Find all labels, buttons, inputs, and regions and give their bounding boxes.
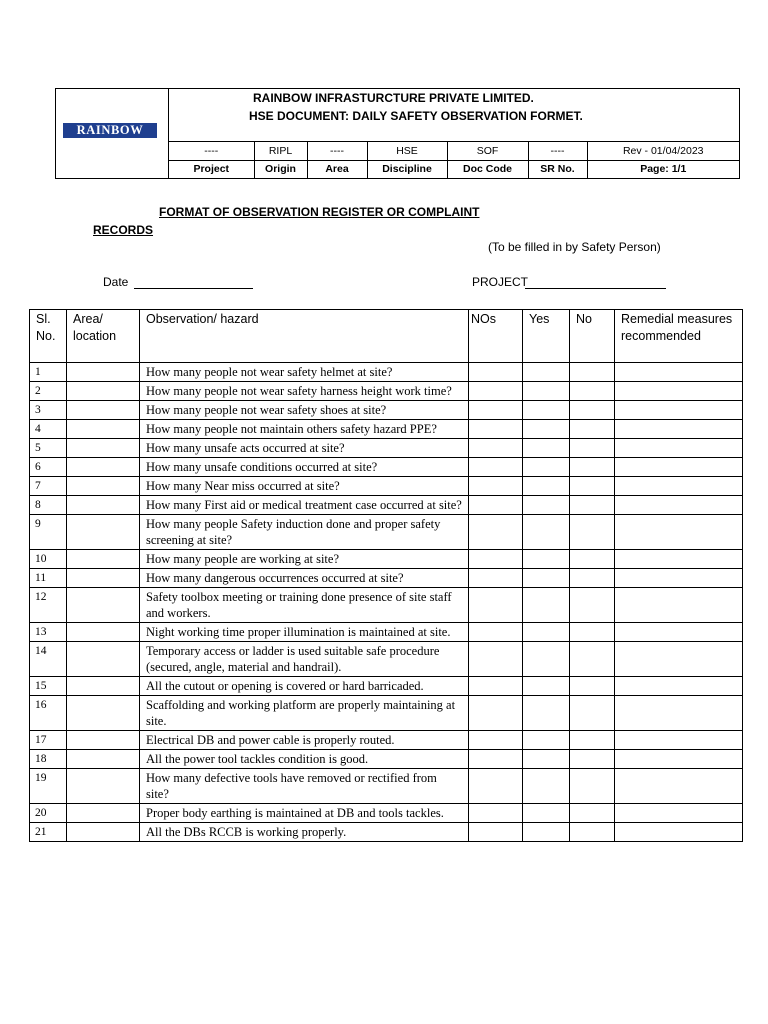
row-area-cell[interactable] bbox=[67, 439, 140, 458]
row-remedial-cell[interactable] bbox=[615, 458, 743, 477]
row-nos-cell[interactable] bbox=[469, 439, 523, 458]
row-yes-cell[interactable] bbox=[523, 496, 570, 515]
row-nos-cell[interactable] bbox=[469, 642, 523, 677]
row-nos-cell[interactable] bbox=[469, 623, 523, 642]
row-yes-cell[interactable] bbox=[523, 588, 570, 623]
row-no-cell[interactable] bbox=[570, 677, 615, 696]
table-row bbox=[30, 569, 743, 588]
row-remedial-cell[interactable] bbox=[615, 769, 743, 804]
observation-table bbox=[29, 309, 743, 842]
document-title: HSE DOCUMENT: DAILY SAFETY OBSERVATION FORMET. bbox=[249, 109, 583, 123]
row-yes-cell[interactable] bbox=[523, 382, 570, 401]
row-remedial-cell[interactable] bbox=[615, 382, 743, 401]
row-area-cell[interactable] bbox=[67, 382, 140, 401]
meta-value-revision: Rev - 01/04/2023 bbox=[587, 142, 739, 160]
row-area-cell[interactable] bbox=[67, 623, 140, 642]
row-yes-cell[interactable] bbox=[523, 623, 570, 642]
row-remedial-cell[interactable] bbox=[615, 642, 743, 677]
header-observation: Observation/ hazard bbox=[140, 310, 469, 363]
meta-value-doc-code: SOF bbox=[447, 142, 528, 160]
row-sl-no: 2 bbox=[30, 382, 67, 401]
table-header-row bbox=[30, 310, 743, 363]
row-no-cell[interactable] bbox=[570, 769, 615, 804]
row-nos-cell[interactable] bbox=[469, 458, 523, 477]
row-observation: How many people not wear safety harness height work time? bbox=[140, 382, 469, 401]
row-sl-no: 11 bbox=[30, 569, 67, 588]
rainbow-logo: RAINBOW bbox=[63, 123, 157, 138]
row-observation: How many people Safety induction done and proper safety screening at site? bbox=[140, 515, 469, 550]
row-nos-cell[interactable] bbox=[469, 401, 523, 420]
row-no-cell[interactable] bbox=[570, 588, 615, 623]
document-header bbox=[55, 88, 740, 179]
row-area-cell[interactable] bbox=[67, 569, 140, 588]
table-row bbox=[30, 363, 743, 382]
row-nos-cell[interactable] bbox=[469, 823, 523, 842]
row-observation: How many people not wear safety helmet at site? bbox=[140, 363, 469, 382]
date-label: Date bbox=[103, 275, 129, 289]
row-yes-cell[interactable] bbox=[523, 696, 570, 731]
row-nos-cell[interactable] bbox=[469, 696, 523, 731]
date-blank[interactable] bbox=[134, 288, 253, 289]
header-remedial: Remedial measures recommended bbox=[615, 310, 743, 363]
project-blank[interactable] bbox=[525, 288, 666, 289]
row-yes-cell[interactable] bbox=[523, 750, 570, 769]
meta-label-area: Area bbox=[307, 160, 367, 178]
table-row bbox=[30, 401, 743, 420]
row-sl-no: 8 bbox=[30, 496, 67, 515]
table-row bbox=[30, 623, 743, 642]
row-area-cell[interactable] bbox=[67, 642, 140, 677]
row-no-cell[interactable] bbox=[570, 623, 615, 642]
table-row bbox=[30, 677, 743, 696]
row-observation: Safety toolbox meeting or training done presence of site staff and workers. bbox=[140, 588, 469, 623]
row-area-cell[interactable] bbox=[67, 696, 140, 731]
row-area-cell[interactable] bbox=[67, 496, 140, 515]
row-observation: How many defective tools have removed or rectified from site? bbox=[140, 769, 469, 804]
table-row bbox=[30, 769, 743, 804]
row-yes-cell[interactable] bbox=[523, 477, 570, 496]
header-sl-no: Sl. No. bbox=[30, 310, 67, 363]
meta-values-row bbox=[169, 142, 739, 160]
row-nos-cell[interactable] bbox=[469, 750, 523, 769]
header-area-location: Area/ location bbox=[67, 310, 140, 363]
row-remedial-cell[interactable] bbox=[615, 804, 743, 823]
table-row bbox=[30, 750, 743, 769]
row-area-cell[interactable] bbox=[67, 750, 140, 769]
row-remedial-cell[interactable] bbox=[615, 588, 743, 623]
table-row bbox=[30, 458, 743, 477]
row-remedial-cell[interactable] bbox=[615, 477, 743, 496]
table-row bbox=[30, 588, 743, 623]
row-remedial-cell[interactable] bbox=[615, 731, 743, 750]
table-row bbox=[30, 550, 743, 569]
meta-value-area: ---- bbox=[307, 142, 367, 160]
row-area-cell[interactable] bbox=[67, 823, 140, 842]
row-nos-cell[interactable] bbox=[469, 420, 523, 439]
row-nos-cell[interactable] bbox=[469, 515, 523, 550]
row-yes-cell[interactable] bbox=[523, 823, 570, 842]
fill-instruction: (To be filled in by Safety Person) bbox=[488, 240, 661, 254]
row-nos-cell[interactable] bbox=[469, 550, 523, 569]
row-sl-no: 15 bbox=[30, 677, 67, 696]
row-yes-cell[interactable] bbox=[523, 550, 570, 569]
header-yes: Yes bbox=[523, 310, 570, 363]
row-no-cell[interactable] bbox=[570, 550, 615, 569]
row-observation: All the power tool tackles condition is good. bbox=[140, 750, 469, 769]
row-observation: How many dangerous occurrences occurred at site? bbox=[140, 569, 469, 588]
row-area-cell[interactable] bbox=[67, 477, 140, 496]
row-yes-cell[interactable] bbox=[523, 515, 570, 550]
meta-value-sr-no: ---- bbox=[528, 142, 587, 160]
header-nos: NOs bbox=[469, 310, 523, 363]
row-yes-cell[interactable] bbox=[523, 769, 570, 804]
row-sl-no: 21 bbox=[30, 823, 67, 842]
row-observation: Scaffolding and working platform are properly maintaining at site. bbox=[140, 696, 469, 731]
table-row bbox=[30, 420, 743, 439]
table-row bbox=[30, 731, 743, 750]
row-nos-cell[interactable] bbox=[469, 769, 523, 804]
row-sl-no: 6 bbox=[30, 458, 67, 477]
row-observation: How many people are working at site? bbox=[140, 550, 469, 569]
row-observation: Temporary access or ladder is used suitable safe procedure (secured, angle, material and handrail). bbox=[140, 642, 469, 677]
header-no: No bbox=[570, 310, 615, 363]
table-row bbox=[30, 382, 743, 401]
meta-label-discipline: Discipline bbox=[367, 160, 447, 178]
row-area-cell[interactable] bbox=[67, 458, 140, 477]
row-nos-cell[interactable] bbox=[469, 477, 523, 496]
row-no-cell[interactable] bbox=[570, 458, 615, 477]
row-no-cell[interactable] bbox=[570, 731, 615, 750]
row-no-cell[interactable] bbox=[570, 477, 615, 496]
row-yes-cell[interactable] bbox=[523, 458, 570, 477]
row-no-cell[interactable] bbox=[570, 515, 615, 550]
row-sl-no: 3 bbox=[30, 401, 67, 420]
row-sl-no: 1 bbox=[30, 363, 67, 382]
row-remedial-cell[interactable] bbox=[615, 401, 743, 420]
meta-labels-row bbox=[169, 160, 739, 178]
row-remedial-cell[interactable] bbox=[615, 496, 743, 515]
row-no-cell[interactable] bbox=[570, 496, 615, 515]
form-heading: FORMAT OF OBSERVATION REGISTER OR COMPLAINT bbox=[159, 205, 480, 219]
row-area-cell[interactable] bbox=[67, 550, 140, 569]
row-area-cell[interactable] bbox=[67, 420, 140, 439]
row-sl-no: 7 bbox=[30, 477, 67, 496]
project-label: PROJECT bbox=[472, 275, 529, 289]
row-yes-cell[interactable] bbox=[523, 642, 570, 677]
document-meta-table bbox=[169, 142, 739, 178]
row-observation: Proper body earthing is maintained at DB and tools tackles. bbox=[140, 804, 469, 823]
row-observation: How many First aid or medical treatment case occurred at site? bbox=[140, 496, 469, 515]
row-observation: How many people not wear safety shoes at site? bbox=[140, 401, 469, 420]
row-no-cell[interactable] bbox=[570, 439, 615, 458]
row-nos-cell[interactable] bbox=[469, 677, 523, 696]
row-no-cell[interactable] bbox=[570, 382, 615, 401]
row-yes-cell[interactable] bbox=[523, 677, 570, 696]
row-sl-no: 10 bbox=[30, 550, 67, 569]
row-remedial-cell[interactable] bbox=[615, 439, 743, 458]
row-sl-no: 5 bbox=[30, 439, 67, 458]
meta-label-origin: Origin bbox=[254, 160, 307, 178]
row-sl-no: 12 bbox=[30, 588, 67, 623]
table-row bbox=[30, 696, 743, 731]
meta-value-origin: RIPL bbox=[254, 142, 307, 160]
row-nos-cell[interactable] bbox=[469, 588, 523, 623]
row-remedial-cell[interactable] bbox=[615, 363, 743, 382]
row-remedial-cell[interactable] bbox=[615, 420, 743, 439]
row-nos-cell[interactable] bbox=[469, 731, 523, 750]
row-observation: Electrical DB and power cable is properly routed. bbox=[140, 731, 469, 750]
row-observation: Night working time proper illumination is maintained at site. bbox=[140, 623, 469, 642]
row-yes-cell[interactable] bbox=[523, 401, 570, 420]
row-nos-cell[interactable] bbox=[469, 382, 523, 401]
row-no-cell[interactable] bbox=[570, 363, 615, 382]
row-sl-no: 20 bbox=[30, 804, 67, 823]
table-row bbox=[30, 804, 743, 823]
row-yes-cell[interactable] bbox=[523, 569, 570, 588]
row-remedial-cell[interactable] bbox=[615, 623, 743, 642]
meta-label-project: Project bbox=[169, 160, 254, 178]
row-observation: All the DBs RCCB is working properly. bbox=[140, 823, 469, 842]
row-area-cell[interactable] bbox=[67, 401, 140, 420]
row-yes-cell[interactable] bbox=[523, 731, 570, 750]
row-sl-no: 16 bbox=[30, 696, 67, 731]
row-yes-cell[interactable] bbox=[523, 363, 570, 382]
row-nos-cell[interactable] bbox=[469, 363, 523, 382]
row-no-cell[interactable] bbox=[570, 750, 615, 769]
row-no-cell[interactable] bbox=[570, 696, 615, 731]
table-row bbox=[30, 439, 743, 458]
row-no-cell[interactable] bbox=[570, 642, 615, 677]
row-no-cell[interactable] bbox=[570, 823, 615, 842]
row-no-cell[interactable] bbox=[570, 804, 615, 823]
row-observation: How many Near miss occurred at site? bbox=[140, 477, 469, 496]
row-observation: How many unsafe conditions occurred at site? bbox=[140, 458, 469, 477]
meta-label-doc-code: Doc Code bbox=[447, 160, 528, 178]
row-remedial-cell[interactable] bbox=[615, 750, 743, 769]
row-remedial-cell[interactable] bbox=[615, 515, 743, 550]
row-no-cell[interactable] bbox=[570, 569, 615, 588]
row-no-cell[interactable] bbox=[570, 401, 615, 420]
row-sl-no: 19 bbox=[30, 769, 67, 804]
row-remedial-cell[interactable] bbox=[615, 569, 743, 588]
form-heading-continued: RECORDS bbox=[93, 223, 154, 237]
row-nos-cell[interactable] bbox=[469, 804, 523, 823]
row-remedial-cell[interactable] bbox=[615, 823, 743, 842]
row-remedial-cell[interactable] bbox=[615, 677, 743, 696]
company-name: RAINBOW INFRASTURCTURE PRIVATE LIMITED. bbox=[253, 91, 534, 105]
row-nos-cell[interactable] bbox=[469, 569, 523, 588]
row-observation: How many unsafe acts occurred at site? bbox=[140, 439, 469, 458]
table-row bbox=[30, 642, 743, 677]
row-area-cell[interactable] bbox=[67, 731, 140, 750]
row-observation: All the cutout or opening is covered or hard barricaded. bbox=[140, 677, 469, 696]
row-area-cell[interactable] bbox=[67, 363, 140, 382]
table-row bbox=[30, 823, 743, 842]
row-remedial-cell[interactable] bbox=[615, 696, 743, 731]
meta-value-project: ---- bbox=[169, 142, 254, 160]
row-no-cell[interactable] bbox=[570, 420, 615, 439]
row-sl-no: 17 bbox=[30, 731, 67, 750]
meta-label-page: Page: 1/1 bbox=[587, 160, 739, 178]
row-area-cell[interactable] bbox=[67, 769, 140, 804]
meta-value-discipline: HSE bbox=[367, 142, 447, 160]
row-yes-cell[interactable] bbox=[523, 420, 570, 439]
row-sl-no: 9 bbox=[30, 515, 67, 550]
table-row bbox=[30, 515, 743, 550]
row-yes-cell[interactable] bbox=[523, 439, 570, 458]
logo-cell bbox=[56, 89, 169, 178]
row-area-cell[interactable] bbox=[67, 515, 140, 550]
row-observation: How many people not maintain others safety hazard PPE? bbox=[140, 420, 469, 439]
row-nos-cell[interactable] bbox=[469, 496, 523, 515]
row-area-cell[interactable] bbox=[67, 588, 140, 623]
row-area-cell[interactable] bbox=[67, 677, 140, 696]
row-area-cell[interactable] bbox=[67, 804, 140, 823]
meta-label-sr-no: SR No. bbox=[528, 160, 587, 178]
row-yes-cell[interactable] bbox=[523, 804, 570, 823]
table-row bbox=[30, 477, 743, 496]
row-remedial-cell[interactable] bbox=[615, 550, 743, 569]
row-sl-no: 4 bbox=[30, 420, 67, 439]
row-sl-no: 18 bbox=[30, 750, 67, 769]
title-area bbox=[169, 89, 739, 142]
row-sl-no: 14 bbox=[30, 642, 67, 677]
row-sl-no: 13 bbox=[30, 623, 67, 642]
table-row bbox=[30, 496, 743, 515]
observation-rows bbox=[30, 363, 743, 842]
